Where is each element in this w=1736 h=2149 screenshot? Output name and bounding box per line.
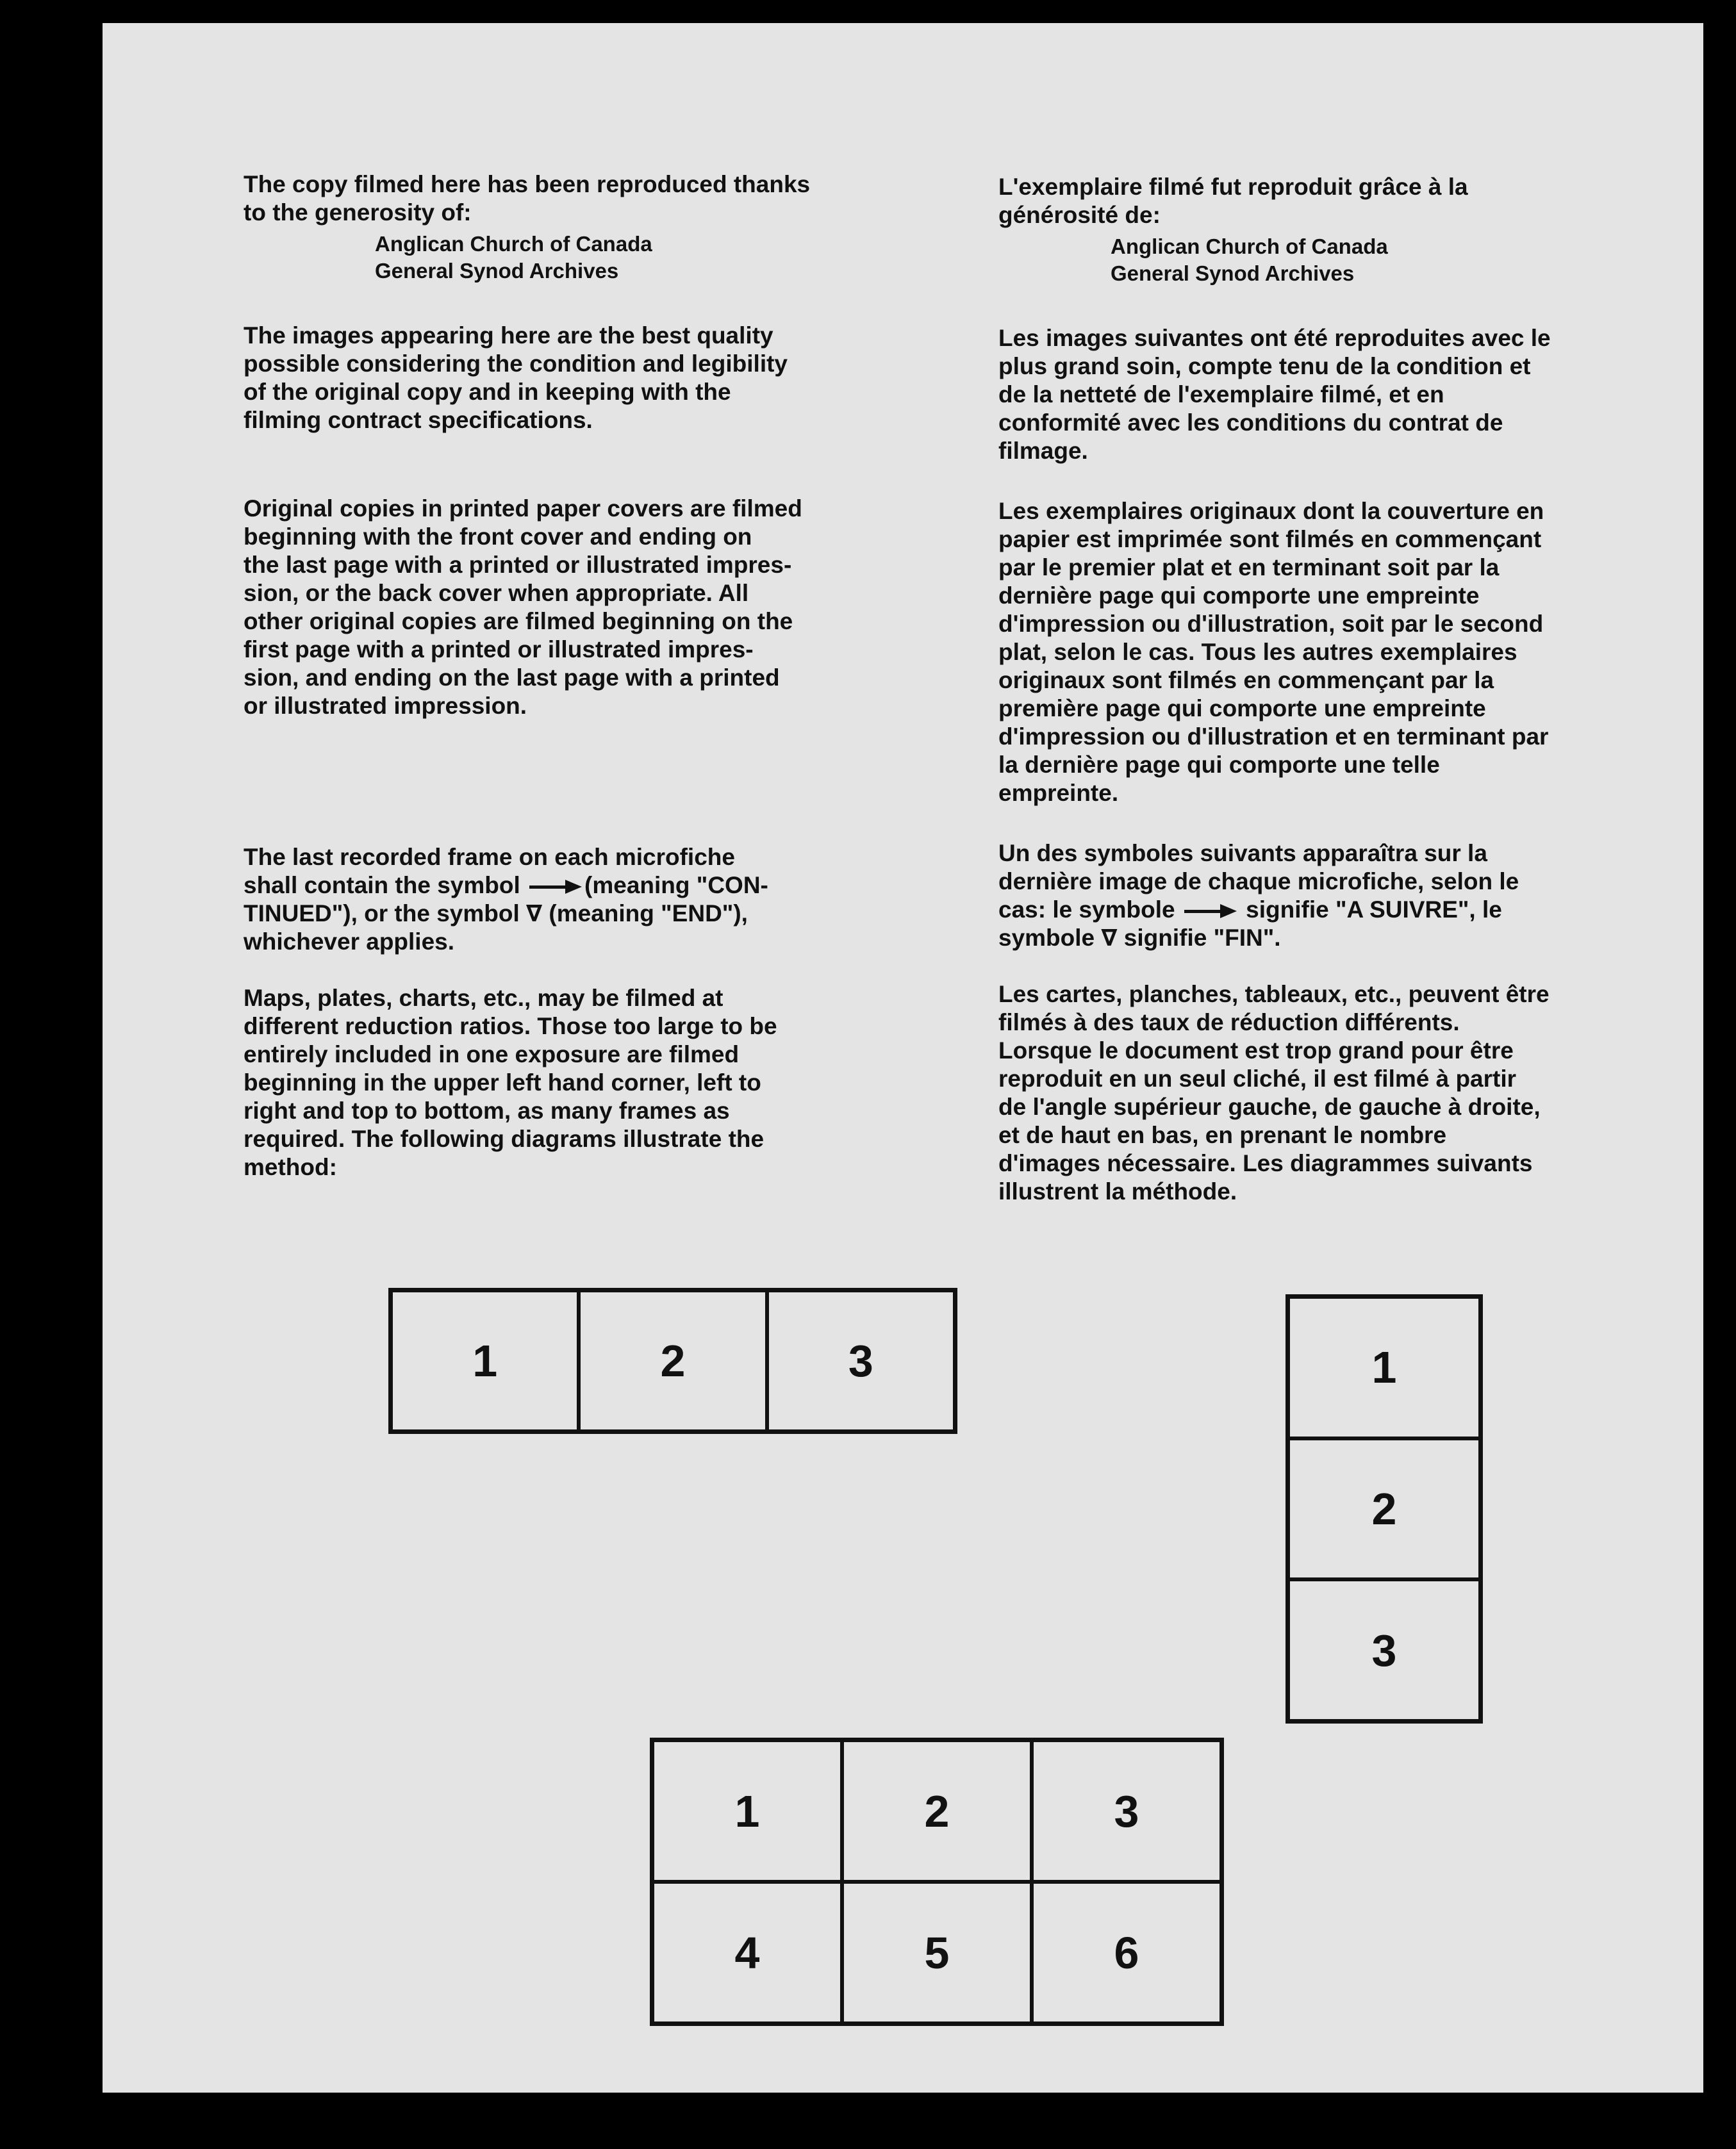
frame-cell: 1 [391,1290,579,1431]
row-diagram [388,1288,957,1434]
french-column [998,173,1710,1206]
frame-cell: 1 [652,1740,842,1882]
symbol-paragraph-fr [998,839,1710,952]
continued-arrow-icon [529,882,582,891]
symbol-text-b-fr: signifie "A SUIVRE", le symbole [998,896,1502,951]
end-triangle-icon-fr: ∇ [1101,925,1118,951]
frame-cell: 3 [1288,1579,1480,1721]
column-diagram [1285,1294,1483,1724]
english-column [244,170,910,1182]
frame-cell: 2 [579,1290,766,1431]
frame-cell: 6 [1032,1882,1221,2023]
symbol-text-a-fr: Un des symboles suivants apparaîtra sur la dernière image de chaque microfiche, selon le cas: le symbole [998,840,1519,923]
grid-diagram [650,1738,1224,2026]
intro-paragraph: The copy filmed here has been reproduced thanks to the generosity of: [244,171,811,226]
symbol-text-c: (meaning "END"), whichever applies. [244,900,748,955]
continued-arrow-icon-fr [1184,907,1237,916]
frame-cell: 3 [767,1290,955,1431]
frame-cell: 2 [842,1740,1032,1882]
covers-paragraph-fr: Les exemplaires originaux dont la couverture en papier est imprimée sont filmés en commençant par le premier plat et en terminant soit par la dernière page qui comporte une empreinte d'impression ou d'illustration, soit par le second plat, selon le cas. Tous les autres exemplaires originaux sont filmés en commençant par la première page qui comporte une empreinte d'impression ou d'illustration et en terminant par la dernière page qui comporte une telle empreinte. [998,498,1549,806]
quality-paragraph-fr: Les images suivantes ont été reproduites avec le plus grand soin, compte tenu de la condition et de la netteté de l'exemplaire filmé, et en conformité avec les conditions du contrat de filmage. [998,325,1551,464]
symbol-paragraph [244,843,910,956]
symbol-text-a: The last recorded frame on each microfiche shall contain the symbol [244,844,735,898]
symbol-text-c-fr: signifie "FIN". [1123,925,1281,951]
frame-cell: 1 [1288,1297,1480,1438]
covers-paragraph: Original copies in printed paper covers are filmed beginning with the front cover and ending on the last page with a printed or illustrated impres- sion, or the back cover when appropriate. All other original copies are filmed beginning on the first page with a printed or illustrated impres- sion, and ending on the last page with a printed or illustrated impression. [244,495,802,719]
quality-paragraph: The images appearing here are the best quality possible considering the condition and legibility of the original copy and in keeping with the filming contract specifications. [244,322,788,433]
frame-cell: 3 [1032,1740,1221,1882]
frame-cell: 5 [842,1882,1032,2023]
end-triangle-icon: ∇ [526,900,543,926]
archive-credit-fr: Anglican Church of Canada General Synod Archives [1111,235,1388,285]
maps-paragraph: Maps, plates, charts, etc., may be filmed at different reduction ratios. Those too large to be entirely included in one exposure are filmed beginning in the upper left hand corner, left to right and top to bottom, as many frames as required. The following diagrams illustrate the method: [244,985,777,1180]
archive-credit: Anglican Church of Canada General Synod Archives [375,232,652,283]
symbol-text-b: (meaning "CON- TINUED"), or the symbol [244,872,768,926]
frame-cell: 2 [1288,1438,1480,1580]
intro-paragraph-fr: L'exemplaire filmé fut reproduit grâce à la générosité de: [998,174,1468,228]
frame-cell: 4 [652,1882,842,2023]
maps-paragraph-fr: Les cartes, planches, tableaux, etc., peuvent être filmés à des taux de réduction différents. Lorsque le document est trop grand pour être reproduit en un seul cliché, il est filmé à partir de l'angle supérieur gauche, de gauche à droite, et de haut en bas, en prenant le nombre d'images nécessaire. Les diagrammes suivants illustrent la méthode. [998,981,1550,1205]
